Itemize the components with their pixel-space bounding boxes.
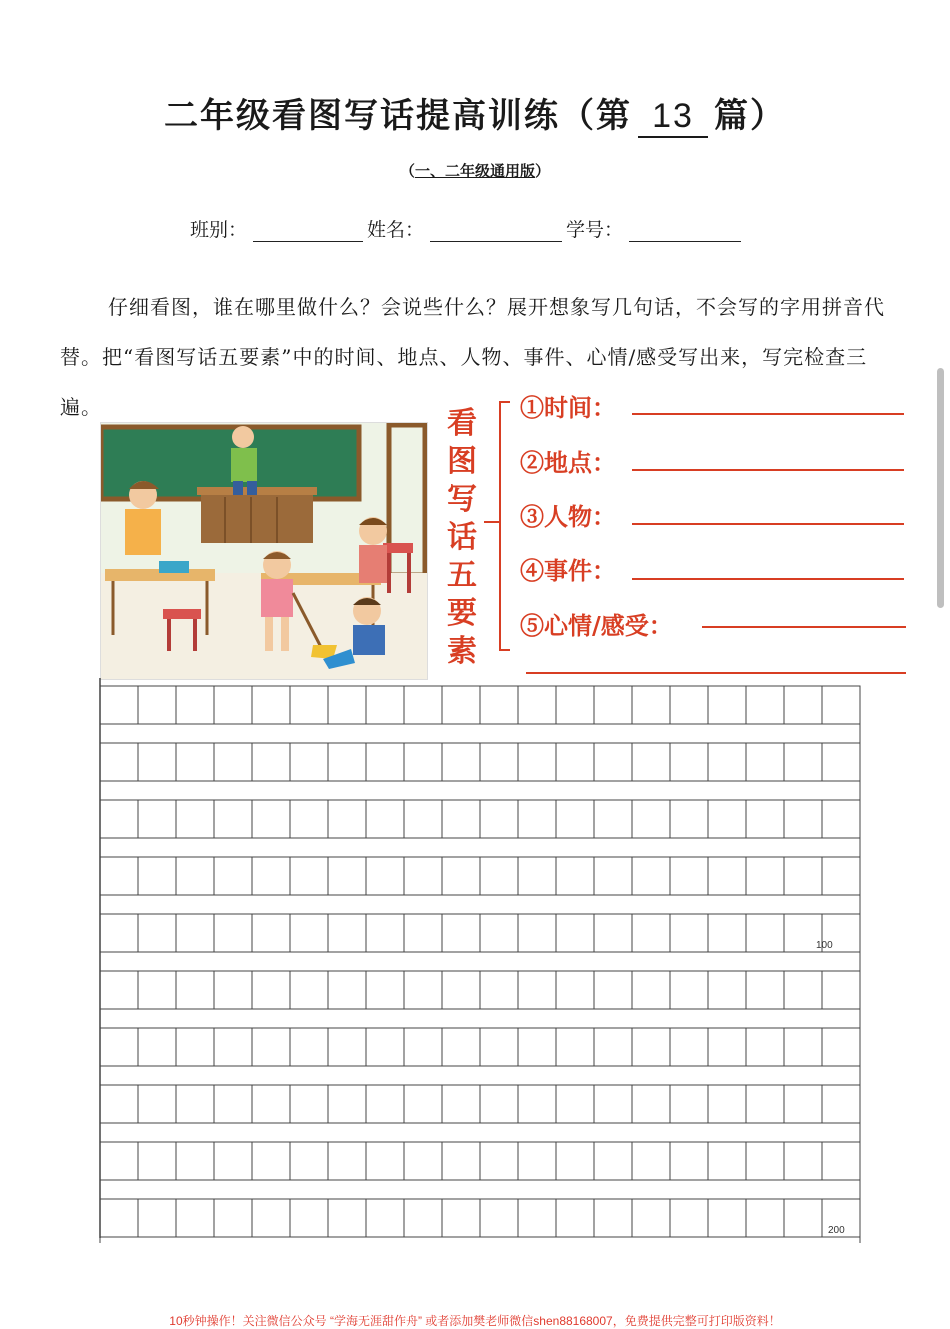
- subtitle-open: （: [399, 162, 415, 180]
- id-blank[interactable]: [629, 219, 741, 242]
- five-title-char: 图: [447, 444, 477, 479]
- instruction-text: 仔细看图，谁在哪里做什么？会说些什么？展开想象写几句话，不会写的字用拼音代替。把“看图写话五要素”中的时间、地点、人物、事件、心情/感受写出来，写完检查三遍。: [60, 295, 885, 419]
- five-title-char: 看: [447, 406, 477, 441]
- element-people-line[interactable]: [632, 523, 904, 525]
- writing-grid[interactable]: [95, 678, 870, 1243]
- subtitle: [0, 160, 950, 181]
- classroom-picture: [100, 422, 428, 680]
- element-feeling-label: ⑤心情/感受：: [520, 611, 673, 640]
- class-blank[interactable]: [253, 219, 363, 242]
- element-event-label: ④事件：: [520, 556, 616, 585]
- title-prefix: 二年级看图写话提高训练（第: [164, 96, 632, 136]
- element-extra-line[interactable]: [526, 672, 906, 674]
- five-elements-title: [440, 405, 484, 671]
- five-title-char: 五: [447, 558, 477, 593]
- element-people-label: ③人物：: [520, 502, 616, 531]
- page-title: [0, 88, 950, 138]
- word-count-100: 100: [816, 940, 833, 951]
- element-event-line[interactable]: [632, 578, 904, 580]
- subtitle-text: 一、二年级通用版: [414, 162, 535, 180]
- word-count-200: 200: [828, 1225, 845, 1236]
- footer-note: 10秒钟操作！关注微信公众号 “学海无涯甜作舟” 或者添加樊老师微信shen88168007，免费提供完整可打印版资料！: [169, 1314, 781, 1328]
- five-title-char: 话: [447, 520, 477, 555]
- five-title-char: 素: [447, 634, 477, 669]
- name-blank[interactable]: [430, 219, 562, 242]
- title-suffix: 篇）: [714, 96, 786, 136]
- five-title-char: 写: [447, 482, 477, 517]
- student-info: [190, 215, 741, 242]
- element-time-line[interactable]: [632, 413, 904, 415]
- element-time-label: ①时间：: [520, 393, 616, 422]
- element-place-line[interactable]: [632, 469, 904, 471]
- title-number: 13: [638, 97, 708, 138]
- subtitle-close: ）: [535, 162, 551, 180]
- class-label: 班别：: [190, 219, 248, 241]
- id-label: 学号：: [566, 219, 624, 241]
- brace-connector: [480, 398, 520, 660]
- scrollbar[interactable]: [937, 368, 944, 608]
- element-feeling-line[interactable]: [702, 626, 906, 628]
- element-place-label: ②地点：: [520, 448, 616, 477]
- five-title-char: 要: [447, 596, 477, 631]
- name-label: 姓名：: [367, 219, 425, 241]
